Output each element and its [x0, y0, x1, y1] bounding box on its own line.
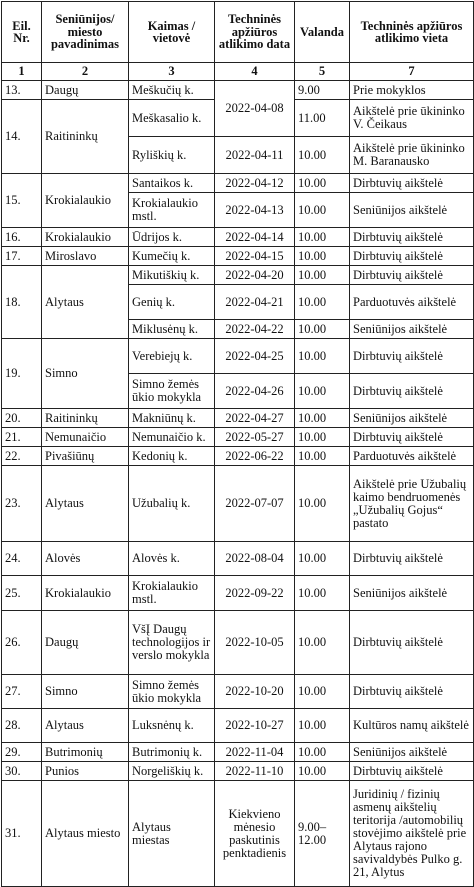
table-row: [2, 266, 474, 285]
header-row: [2, 2, 474, 63]
village-cell: Makniūnų k.: [129, 409, 215, 428]
date-cell: 2022-11-04: [215, 743, 295, 762]
header-elderate: Seniūnijos/ miesto pavadinimas: [42, 2, 129, 63]
table-row: [2, 709, 474, 743]
village-cell: Ūdrijos k.: [129, 228, 215, 247]
row-number: 28.: [2, 709, 42, 743]
place-cell: Dirbtuvių aikštelė: [350, 611, 474, 675]
time-cell: 10.00: [295, 447, 350, 466]
column-number: 4: [215, 63, 295, 81]
column-number: 2: [42, 63, 129, 81]
place-cell: Kultūros namų aikštelė: [350, 709, 474, 743]
elderate-cell: Krokialaukio: [42, 228, 129, 247]
time-cell: 10.00: [295, 193, 350, 228]
row-number: 18.: [2, 266, 42, 339]
date-cell: Kiekvieno mėnesio paskutinis penktadienis: [215, 781, 295, 887]
date-cell: 2022-04-22: [215, 320, 295, 339]
table-row: [2, 447, 474, 466]
table-row: [2, 247, 474, 266]
row-number: 27.: [2, 675, 42, 709]
place-cell: Seniūnijos aikštelė: [350, 743, 474, 762]
elderate-cell: Krokialaukio: [42, 576, 129, 611]
row-number: 19.: [2, 339, 42, 409]
date-cell: 2022-07-07: [215, 466, 295, 542]
elderate-cell: Butrimonių: [42, 743, 129, 762]
time-cell: 10.00: [295, 409, 350, 428]
header-date: Techninės apžiūros atlikimo data: [215, 2, 295, 63]
date-cell: 2022-04-27: [215, 409, 295, 428]
row-number: 26.: [2, 611, 42, 675]
time-cell: 10.00: [295, 576, 350, 611]
time-cell: 10.00: [295, 339, 350, 374]
date-cell: 2022-04-13: [215, 193, 295, 228]
elderate-cell: Alytaus miesto: [42, 781, 129, 887]
table-row: [2, 228, 474, 247]
village-cell: Simno žemės ūkio mokykla: [129, 374, 215, 409]
date-cell: 2022-10-27: [215, 709, 295, 743]
place-cell: Juridinių / fizinių asmenų aikštelių teritorija /automobilių stovėjimo aikštelė prie Alytaus rajono savivaldybės Pulko g. 21, Alytus: [350, 781, 474, 887]
table-row: [2, 174, 474, 193]
table-row: [2, 81, 474, 100]
elderate-cell: Alovės: [42, 542, 129, 576]
table-row: [2, 339, 474, 374]
date-cell: 2022-05-27: [215, 428, 295, 447]
column-number: 5: [295, 63, 350, 81]
date-cell: 2022-08-04: [215, 542, 295, 576]
place-cell: Aikštelė prie Užubalių kaimo bendruomenės „Užubalių Gojus“ pastato: [350, 466, 474, 542]
time-cell: 10.00: [295, 285, 350, 320]
time-cell: 10.00: [295, 542, 350, 576]
time-cell: 11.00: [295, 100, 350, 137]
date-cell: 2022-04-08: [215, 81, 295, 137]
date-cell: 2022-04-20: [215, 266, 295, 285]
table-row: [2, 675, 474, 709]
inspection-schedule-table: [1, 1, 474, 887]
village-cell: Kumečių k.: [129, 247, 215, 266]
village-cell: Miklusėnų k.: [129, 320, 215, 339]
column-number: 1: [2, 63, 42, 81]
village-cell: Krokialaukio mstl.: [129, 576, 215, 611]
row-number: 14.: [2, 100, 42, 174]
date-cell: 2022-06-22: [215, 447, 295, 466]
place-cell: Dirbtuvių aikštelė: [350, 374, 474, 409]
elderate-cell: Simno: [42, 339, 129, 409]
village-cell: Užubalių k.: [129, 466, 215, 542]
header-nr: Eil. Nr.: [2, 2, 42, 63]
place-cell: Dirbtuvių aikštelė: [350, 174, 474, 193]
row-number: 21.: [2, 428, 42, 447]
row-number: 17.: [2, 247, 42, 266]
village-cell: Meškučių k.: [129, 81, 215, 100]
row-number: 23.: [2, 466, 42, 542]
time-cell: 10.00: [295, 611, 350, 675]
header-place: Techninės apžiūros atlikimo vieta: [350, 2, 474, 63]
time-cell: 10.00: [295, 743, 350, 762]
place-cell: Parduotuvės aikštelė: [350, 285, 474, 320]
header-village: Kaimas / vietovė: [129, 2, 215, 63]
column-number: 3: [129, 63, 215, 81]
place-cell: Prie mokyklos: [350, 81, 474, 100]
time-cell: 10.00: [295, 466, 350, 542]
place-cell: Aikštelė prie ūkininko M. Baranausko: [350, 137, 474, 174]
date-cell: 2022-04-11: [215, 137, 295, 174]
place-cell: Seniūnijos aikštelė: [350, 320, 474, 339]
time-cell: 10.00: [295, 228, 350, 247]
village-cell: Krokialaukio mstl.: [129, 193, 215, 228]
elderate-cell: Alytaus: [42, 709, 129, 743]
village-cell: Alovės k.: [129, 542, 215, 576]
elderate-cell: Daugų: [42, 81, 129, 100]
village-cell: Santaikos k.: [129, 174, 215, 193]
row-number: 30.: [2, 762, 42, 781]
place-cell: Dirbtuvių aikštelė: [350, 266, 474, 285]
table-row: [2, 409, 474, 428]
row-number: 31.: [2, 781, 42, 887]
date-cell: 2022-04-15: [215, 247, 295, 266]
village-cell: Genių k.: [129, 285, 215, 320]
village-cell: Kedonių k.: [129, 447, 215, 466]
place-cell: Parduotuvės aikštelė: [350, 447, 474, 466]
time-cell: 10.00: [295, 428, 350, 447]
time-cell: 9.00– 12.00: [295, 781, 350, 887]
time-cell: 10.00: [295, 247, 350, 266]
village-cell: Simno žemės ūkio mokykla: [129, 675, 215, 709]
place-cell: Dirbtuvių aikštelė: [350, 228, 474, 247]
table-row: [2, 762, 474, 781]
date-cell: 2022-10-20: [215, 675, 295, 709]
row-number: 15.: [2, 174, 42, 228]
elderate-cell: Krokialaukio: [42, 174, 129, 228]
table-row: [2, 743, 474, 762]
elderate-cell: Miroslavo: [42, 247, 129, 266]
place-cell: Aikštelė prie ūkininko V. Čeikaus: [350, 100, 474, 137]
place-cell: Dirbtuvių aikštelė: [350, 675, 474, 709]
place-cell: Seniūnijos aikštelė: [350, 409, 474, 428]
date-cell: 2022-04-14: [215, 228, 295, 247]
elderate-cell: Alytaus: [42, 266, 129, 339]
time-cell: 10.00: [295, 266, 350, 285]
village-cell: Verebiejų k.: [129, 339, 215, 374]
time-cell: 10.00: [295, 762, 350, 781]
row-number: 24.: [2, 542, 42, 576]
date-cell: 2022-09-22: [215, 576, 295, 611]
place-cell: Dirbtuvių aikštelė: [350, 339, 474, 374]
elderate-cell: Punios: [42, 762, 129, 781]
village-cell: Mikutiškių k.: [129, 266, 215, 285]
village-cell: Meškasalio k.: [129, 100, 215, 137]
elderate-cell: Daugų: [42, 611, 129, 675]
row-number: 16.: [2, 228, 42, 247]
village-cell: Nemunaičio k.: [129, 428, 215, 447]
header-time: Valanda: [295, 2, 350, 63]
table-row: [2, 611, 474, 675]
elderate-cell: Pivašiūnų: [42, 447, 129, 466]
date-cell: 2022-11-10: [215, 762, 295, 781]
elderate-cell: Simno: [42, 675, 129, 709]
elderate-cell: Raitininkų: [42, 409, 129, 428]
time-cell: 10.00: [295, 137, 350, 174]
time-cell: 10.00: [295, 320, 350, 339]
table-row: [2, 781, 474, 887]
column-number: 7: [350, 63, 474, 81]
place-cell: Dirbtuvių aikštelė: [350, 428, 474, 447]
place-cell: Dirbtuvių aikštelė: [350, 762, 474, 781]
row-number: 25.: [2, 576, 42, 611]
time-cell: 10.00: [295, 709, 350, 743]
place-cell: Seniūnijos aikštelė: [350, 576, 474, 611]
time-cell: 10.00: [295, 675, 350, 709]
elderate-cell: Nemunaičio: [42, 428, 129, 447]
date-cell: 2022-04-21: [215, 285, 295, 320]
elderate-cell: Alytaus: [42, 466, 129, 542]
date-cell: 2022-04-26: [215, 374, 295, 409]
elderate-cell: Raitininkų: [42, 100, 129, 174]
row-number: 20.: [2, 409, 42, 428]
time-cell: 9.00: [295, 81, 350, 100]
date-cell: 2022-04-25: [215, 339, 295, 374]
table-row: [2, 576, 474, 611]
place-cell: Dirbtuvių aikštelė: [350, 542, 474, 576]
column-number-row: [2, 63, 474, 81]
village-cell: Norgeliškių k.: [129, 762, 215, 781]
village-cell: Alytaus miestas: [129, 781, 215, 887]
village-cell: Ryliškių k.: [129, 137, 215, 174]
village-cell: VšĮ Daugų technologijos ir verslo mokykla: [129, 611, 215, 675]
village-cell: Luksnėnų k.: [129, 709, 215, 743]
table-row: [2, 466, 474, 542]
place-cell: Seniūnijos aikštelė: [350, 193, 474, 228]
row-number: 29.: [2, 743, 42, 762]
table-row: [2, 428, 474, 447]
place-cell: Dirbtuvių aikštelė: [350, 247, 474, 266]
row-number: 22.: [2, 447, 42, 466]
table-row: [2, 542, 474, 576]
date-cell: 2022-10-05: [215, 611, 295, 675]
time-cell: 10.00: [295, 174, 350, 193]
time-cell: 10.00: [295, 374, 350, 409]
village-cell: Butrimonių k.: [129, 743, 215, 762]
date-cell: 2022-04-12: [215, 174, 295, 193]
row-number: 13.: [2, 81, 42, 100]
